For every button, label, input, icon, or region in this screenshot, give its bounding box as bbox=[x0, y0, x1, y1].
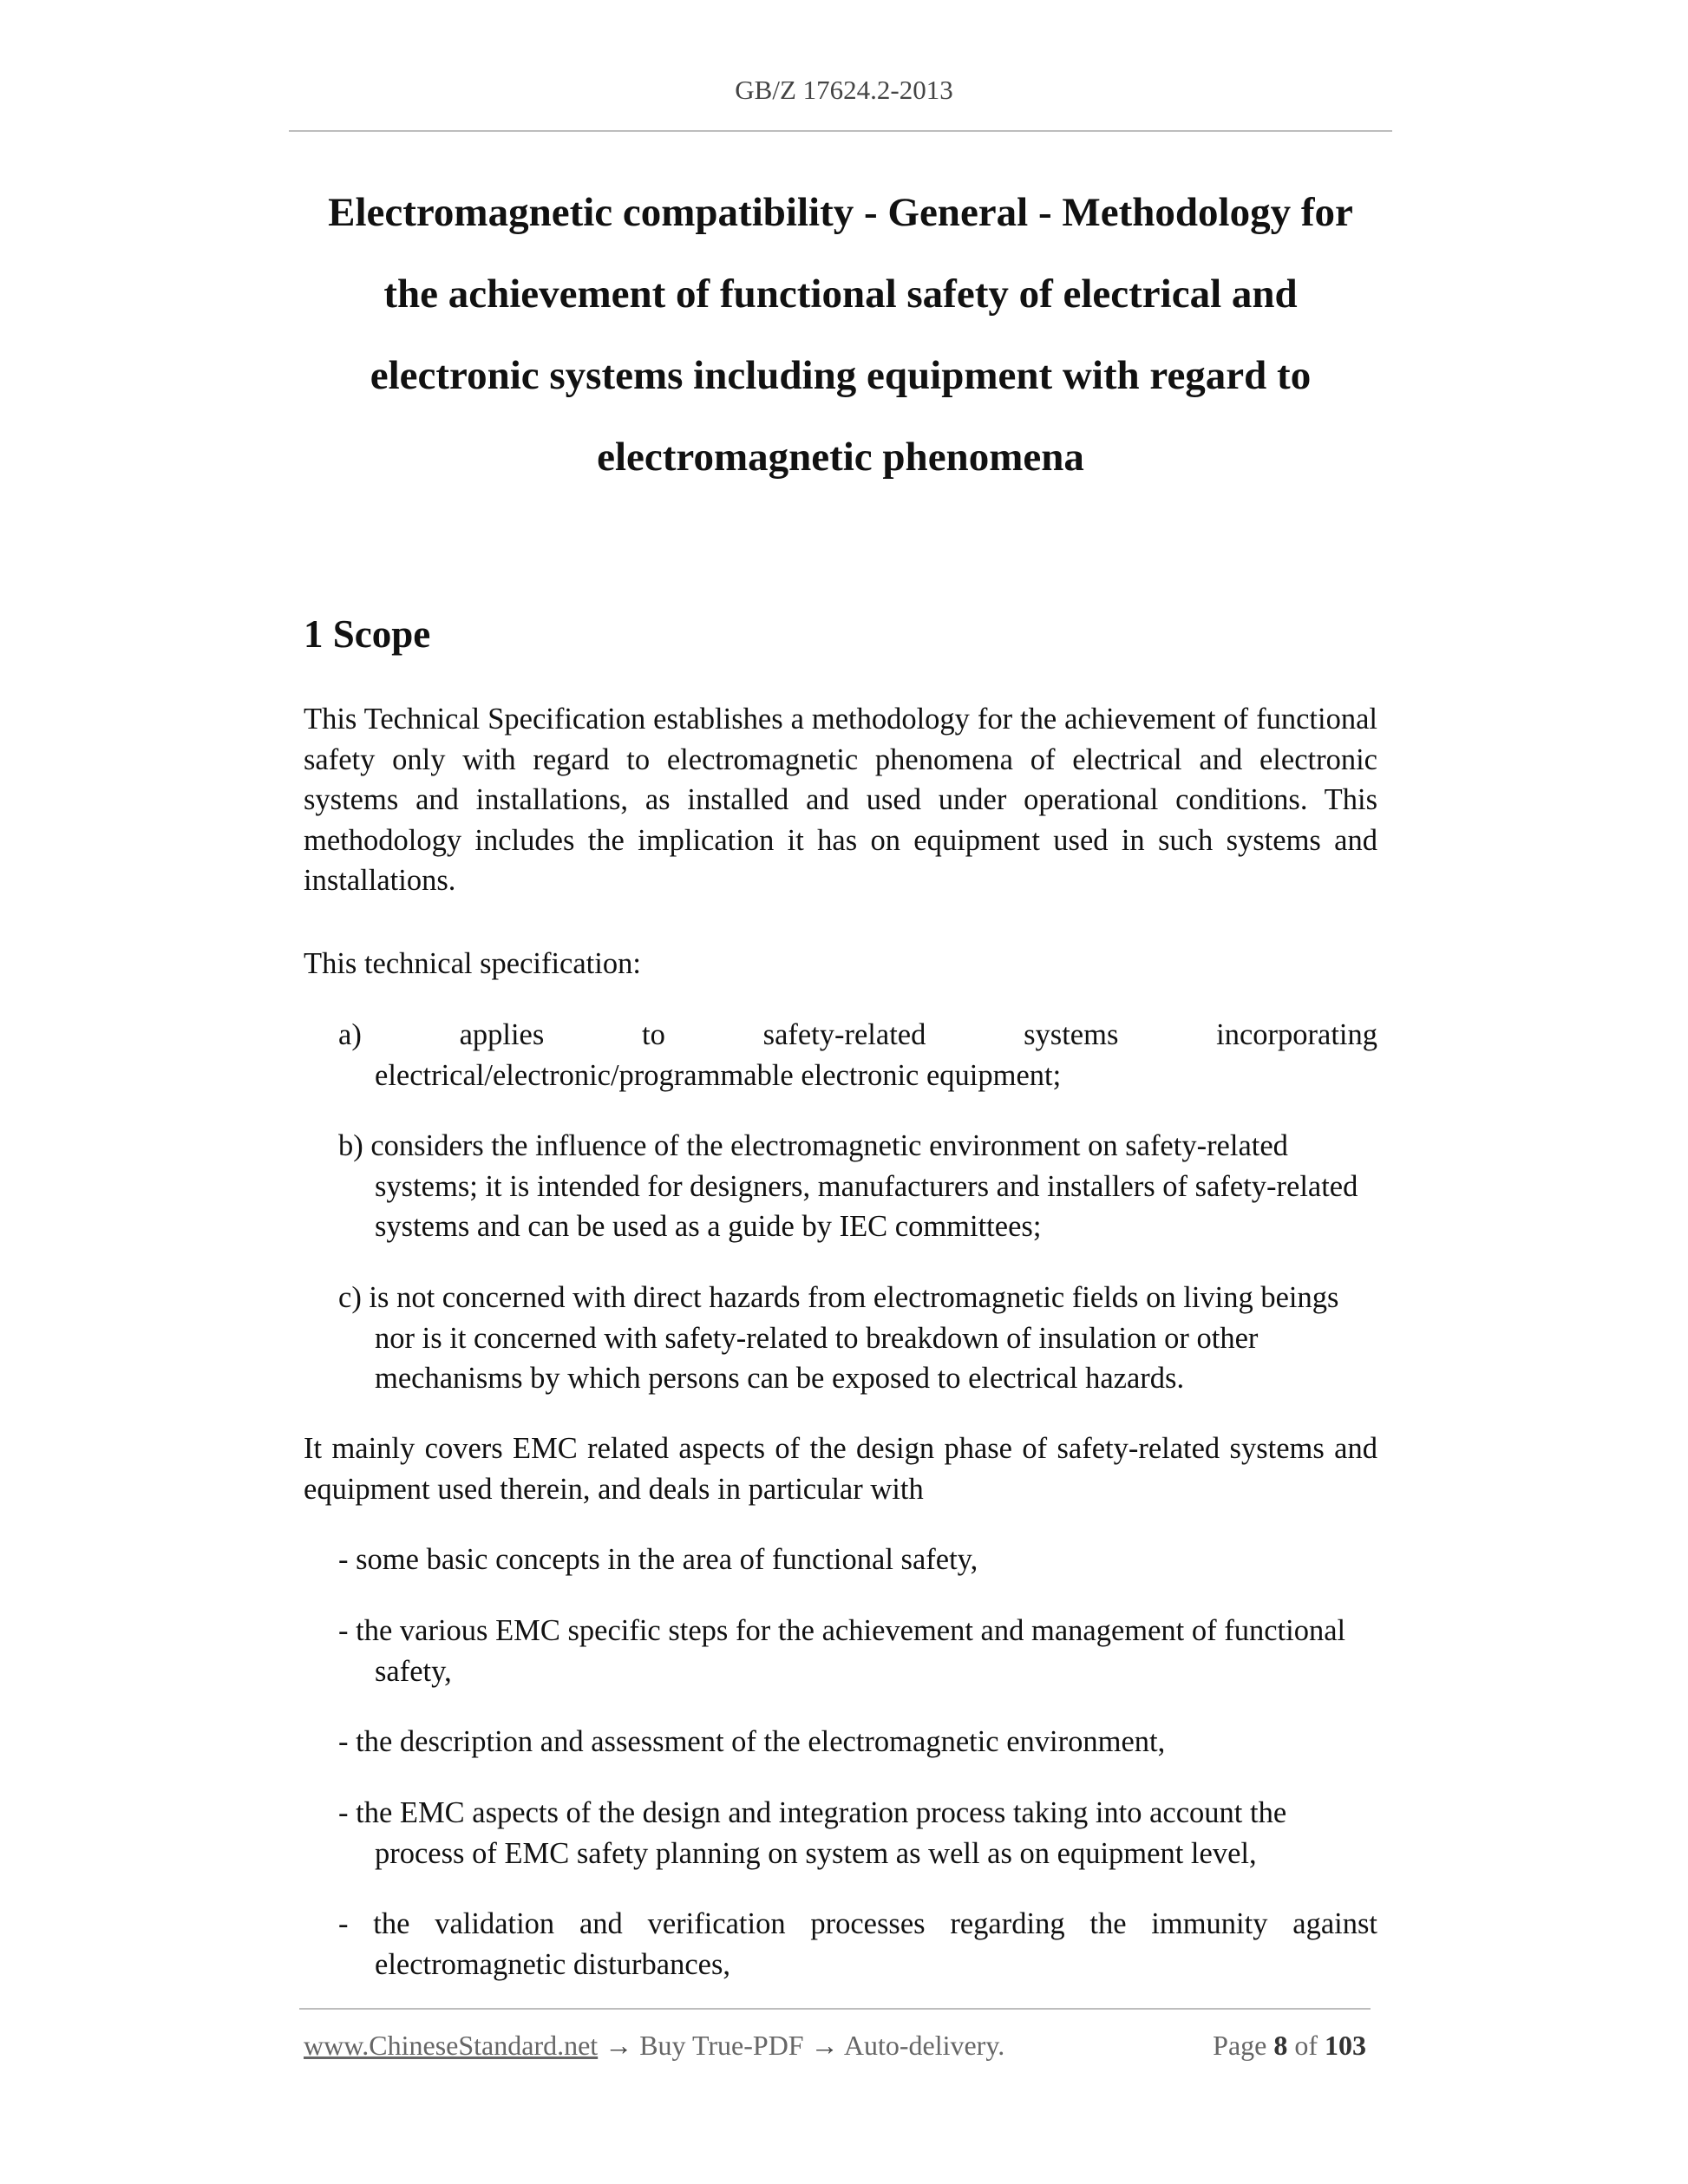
header-divider bbox=[289, 130, 1392, 132]
arrow-right-icon: → bbox=[605, 2030, 633, 2061]
scope-paragraph-1: This Technical Specification establishes a methodology for the achievement of functional safety only with regard to electromagnetic phenomena of electrical and electronic systems and installations, as installed and used under operational conditions. This methodology includes the implication it has on equipment used in such systems and installations. bbox=[304, 703, 1377, 897]
title-line: electronic systems including equipment with regard to bbox=[370, 353, 1312, 398]
dash-item: - the EMC aspects of the design and integration process taking into account the process of EMC safety planning on system as well as on equipment level, bbox=[338, 1796, 1287, 1870]
list-item-c: c) is not concerned with direct hazards from electromagnetic fields on living beings nor is it concerned with safety-related to breakdown of insulation or other mechanisms by which persons can be exposed to electrical hazards. bbox=[338, 1281, 1339, 1395]
buy-pdf-text: Buy True-PDF bbox=[639, 2030, 804, 2061]
page-counter: Page 8 of 103 bbox=[1213, 2030, 1366, 2061]
page-header bbox=[0, 75, 1688, 106]
list-item-b: b) considers the influence of the electromagnetic environment on safety-related systems; it is intended for designers, manufacturers and installers of safety-related systems and can be used as a guide by IEC committees; bbox=[338, 1129, 1358, 1243]
dash-item: - the description and assessment of the electromagnetic environment, bbox=[338, 1725, 1166, 1758]
website-link[interactable]: www.ChineseStandard.net bbox=[304, 2030, 599, 2061]
title-line: the achievement of functional safety of electrical and bbox=[383, 271, 1298, 317]
dash-item: - the validation and verification processes regarding the immunity against electromagnetic disturbances, bbox=[338, 1907, 1377, 1981]
list-item-a-first-line: a) applies to safety-related systems incorporating bbox=[338, 1018, 1377, 1051]
page-footer bbox=[304, 2030, 1366, 2062]
total-pages-number: 103 bbox=[1325, 2030, 1366, 2061]
scope-paragraph-3: It mainly covers EMC related aspects of the design phase of safety-related systems and equipment used therein, and deals in particular with bbox=[304, 1432, 1377, 1506]
auto-delivery-text: Auto-delivery. bbox=[843, 2030, 1005, 2061]
footer-divider bbox=[299, 2008, 1371, 2010]
current-page-number: 8 bbox=[1273, 2030, 1288, 2061]
scope-paragraph-2: This technical specification: bbox=[304, 947, 641, 980]
title-line: Electromagnetic compatibility - General - Methodology for bbox=[328, 190, 1353, 235]
footer-promo bbox=[304, 2030, 1004, 2062]
title-line: electromagnetic phenomena bbox=[597, 435, 1084, 480]
section-heading-scope: 1 Scope bbox=[304, 612, 431, 656]
document-title bbox=[289, 172, 1392, 498]
list-item-a bbox=[338, 1015, 1377, 1095]
standard-code: GB/Z 17624.2-2013 bbox=[735, 75, 953, 105]
arrow-right-icon: → bbox=[810, 2030, 839, 2061]
dash-item: - the various EMC specific steps for the achievement and management of functional safety, bbox=[338, 1614, 1346, 1688]
list-item-a-continuation: electrical/electronic/programmable electronic equipment; bbox=[375, 1058, 1062, 1092]
dash-item: - some basic concepts in the area of functional safety, bbox=[338, 1543, 978, 1576]
